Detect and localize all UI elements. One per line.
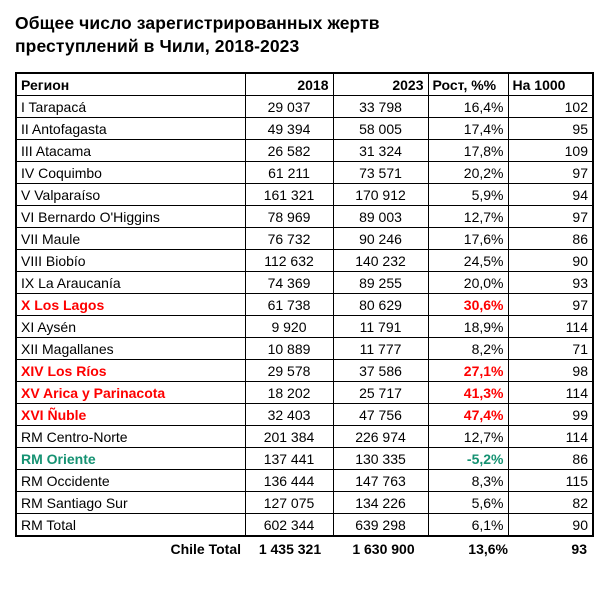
value-2023-cell: 89 003: [333, 206, 428, 228]
value-2018-cell: 78 969: [245, 206, 333, 228]
value-2023-cell: 134 226: [333, 492, 428, 514]
per1000-cell: 97: [508, 206, 593, 228]
table-row: [16, 96, 593, 118]
value-2023-cell: 80 629: [333, 294, 428, 316]
value-2023-cell: 25 717: [333, 382, 428, 404]
per1000-cell: 90: [508, 250, 593, 272]
value-2023-cell: 130 335: [333, 448, 428, 470]
column-header-per1000: На 1000: [508, 73, 593, 96]
growth-cell: 8,3%: [428, 470, 508, 492]
total-row: [15, 537, 592, 560]
header-row: [16, 73, 593, 96]
growth-cell: 8,2%: [428, 338, 508, 360]
value-2023-cell: 33 798: [333, 96, 428, 118]
table-row: [16, 470, 593, 492]
region-cell: XII Magallanes: [16, 338, 245, 360]
value-2018-cell: 10 889: [245, 338, 333, 360]
growth-cell: 17,6%: [428, 228, 508, 250]
per1000-cell: 97: [508, 162, 593, 184]
value-2023-cell: 37 586: [333, 360, 428, 382]
region-cell: RM Centro-Norte: [16, 426, 245, 448]
value-2023-cell: 226 974: [333, 426, 428, 448]
growth-cell: 6,1%: [428, 514, 508, 537]
value-2023-cell: 639 298: [333, 514, 428, 537]
value-2023-cell: 90 246: [333, 228, 428, 250]
region-cell: XI Aysén: [16, 316, 245, 338]
table-row: [16, 426, 593, 448]
value-2018-cell: 32 403: [245, 404, 333, 426]
total-growth-value: 13,6%: [468, 540, 508, 557]
per1000-cell: 71: [508, 338, 593, 360]
per1000-cell: 114: [508, 426, 593, 448]
value-2018-cell: 18 202: [245, 382, 333, 404]
growth-cell: 5,6%: [428, 492, 508, 514]
page-title-line2: преступлений в Чили, 2018-2023: [15, 36, 300, 56]
value-2018-cell: 127 075: [245, 492, 333, 514]
value-2023-cell: 147 763: [333, 470, 428, 492]
page-title: [15, 12, 592, 58]
growth-cell: 20,0%: [428, 272, 508, 294]
value-2023-cell: 73 571: [333, 162, 428, 184]
crime-victims-table: [15, 72, 594, 537]
total-per1000-value: 93: [571, 540, 587, 557]
value-2018-cell: 602 344: [245, 514, 333, 537]
value-2018-cell: 61 738: [245, 294, 333, 316]
growth-cell: 30,6%: [428, 294, 508, 316]
per1000-cell: 86: [508, 448, 593, 470]
value-2018-cell: 76 732: [245, 228, 333, 250]
table-row: [16, 382, 593, 404]
table-row: [16, 448, 593, 470]
total-2023-value: 1 630 900: [352, 540, 415, 557]
value-2018-cell: 29 578: [245, 360, 333, 382]
region-cell: RM Occidente: [16, 470, 245, 492]
per1000-cell: 95: [508, 118, 593, 140]
per1000-cell: 99: [508, 404, 593, 426]
column-header-region: Регион: [16, 73, 245, 96]
region-cell: V Valparaíso: [16, 184, 245, 206]
growth-cell: 24,5%: [428, 250, 508, 272]
total-2018-value: 1 435 321: [258, 540, 322, 557]
value-2018-cell: 9 920: [245, 316, 333, 338]
per1000-cell: 82: [508, 492, 593, 514]
table-row: [16, 338, 593, 360]
table-row: [16, 162, 593, 184]
growth-cell: 12,7%: [428, 206, 508, 228]
value-2023-cell: 11 777: [333, 338, 428, 360]
per1000-cell: 102: [508, 96, 593, 118]
table-row: [16, 272, 593, 294]
per1000-cell: 115: [508, 470, 593, 492]
growth-cell: 17,4%: [428, 118, 508, 140]
growth-cell: 20,2%: [428, 162, 508, 184]
region-cell: XIV Los Ríos: [16, 360, 245, 382]
table-row: [16, 206, 593, 228]
growth-cell: 47,4%: [428, 404, 508, 426]
region-cell: III Atacama: [16, 140, 245, 162]
region-cell: IV Coquimbo: [16, 162, 245, 184]
total-label: Chile Total: [170, 540, 241, 557]
table-row: [16, 360, 593, 382]
per1000-cell: 94: [508, 184, 593, 206]
value-2023-cell: 31 324: [333, 140, 428, 162]
value-2018-cell: 201 384: [245, 426, 333, 448]
table-row: [16, 492, 593, 514]
value-2023-cell: 89 255: [333, 272, 428, 294]
region-cell: VII Maule: [16, 228, 245, 250]
value-2018-cell: 61 211: [245, 162, 333, 184]
per1000-cell: 114: [508, 382, 593, 404]
column-header-2018: 2018: [245, 73, 333, 96]
region-cell: IX La Araucanía: [16, 272, 245, 294]
growth-cell: 41,3%: [428, 382, 508, 404]
value-2018-cell: 49 394: [245, 118, 333, 140]
value-2018-cell: 29 037: [245, 96, 333, 118]
table-row: [16, 250, 593, 272]
growth-cell: 17,8%: [428, 140, 508, 162]
table-row: [16, 514, 593, 537]
region-cell: II Antofagasta: [16, 118, 245, 140]
page-title-line1: Общее число зарегистрированных жертв: [15, 13, 380, 33]
region-cell: X Los Lagos: [16, 294, 245, 316]
column-header-growth: Рост, %%: [428, 73, 508, 96]
value-2018-cell: 161 321: [245, 184, 333, 206]
growth-cell: 27,1%: [428, 360, 508, 382]
table-row: [16, 140, 593, 162]
column-header-2023: 2023: [333, 73, 428, 96]
growth-cell: 18,9%: [428, 316, 508, 338]
growth-cell: -5,2%: [428, 448, 508, 470]
region-cell: VIII Biobío: [16, 250, 245, 272]
per1000-cell: 86: [508, 228, 593, 250]
per1000-cell: 114: [508, 316, 593, 338]
growth-cell: 5,9%: [428, 184, 508, 206]
value-2018-cell: 26 582: [245, 140, 333, 162]
value-2023-cell: 140 232: [333, 250, 428, 272]
value-2018-cell: 137 441: [245, 448, 333, 470]
per1000-cell: 98: [508, 360, 593, 382]
value-2023-cell: 58 005: [333, 118, 428, 140]
region-cell: XV Arica y Parinacota: [16, 382, 245, 404]
per1000-cell: 90: [508, 514, 593, 537]
region-cell: I Tarapacá: [16, 96, 245, 118]
per1000-cell: 93: [508, 272, 593, 294]
region-cell: VI Bernardo O'Higgins: [16, 206, 245, 228]
value-2023-cell: 11 791: [333, 316, 428, 338]
value-2023-cell: 47 756: [333, 404, 428, 426]
per1000-cell: 97: [508, 294, 593, 316]
per1000-cell: 109: [508, 140, 593, 162]
table-row: [16, 294, 593, 316]
value-2018-cell: 74 369: [245, 272, 333, 294]
value-2023-cell: 170 912: [333, 184, 428, 206]
table-row: [16, 228, 593, 250]
growth-cell: 12,7%: [428, 426, 508, 448]
region-cell: XVI Ñuble: [16, 404, 245, 426]
region-cell: RM Oriente: [16, 448, 245, 470]
region-cell: RM Santiago Sur: [16, 492, 245, 514]
growth-cell: 16,4%: [428, 96, 508, 118]
value-2018-cell: 112 632: [245, 250, 333, 272]
value-2018-cell: 136 444: [245, 470, 333, 492]
table-row: [16, 404, 593, 426]
table-row: [16, 184, 593, 206]
table-row: [16, 118, 593, 140]
table-row: [16, 316, 593, 338]
region-cell: RM Total: [16, 514, 245, 537]
